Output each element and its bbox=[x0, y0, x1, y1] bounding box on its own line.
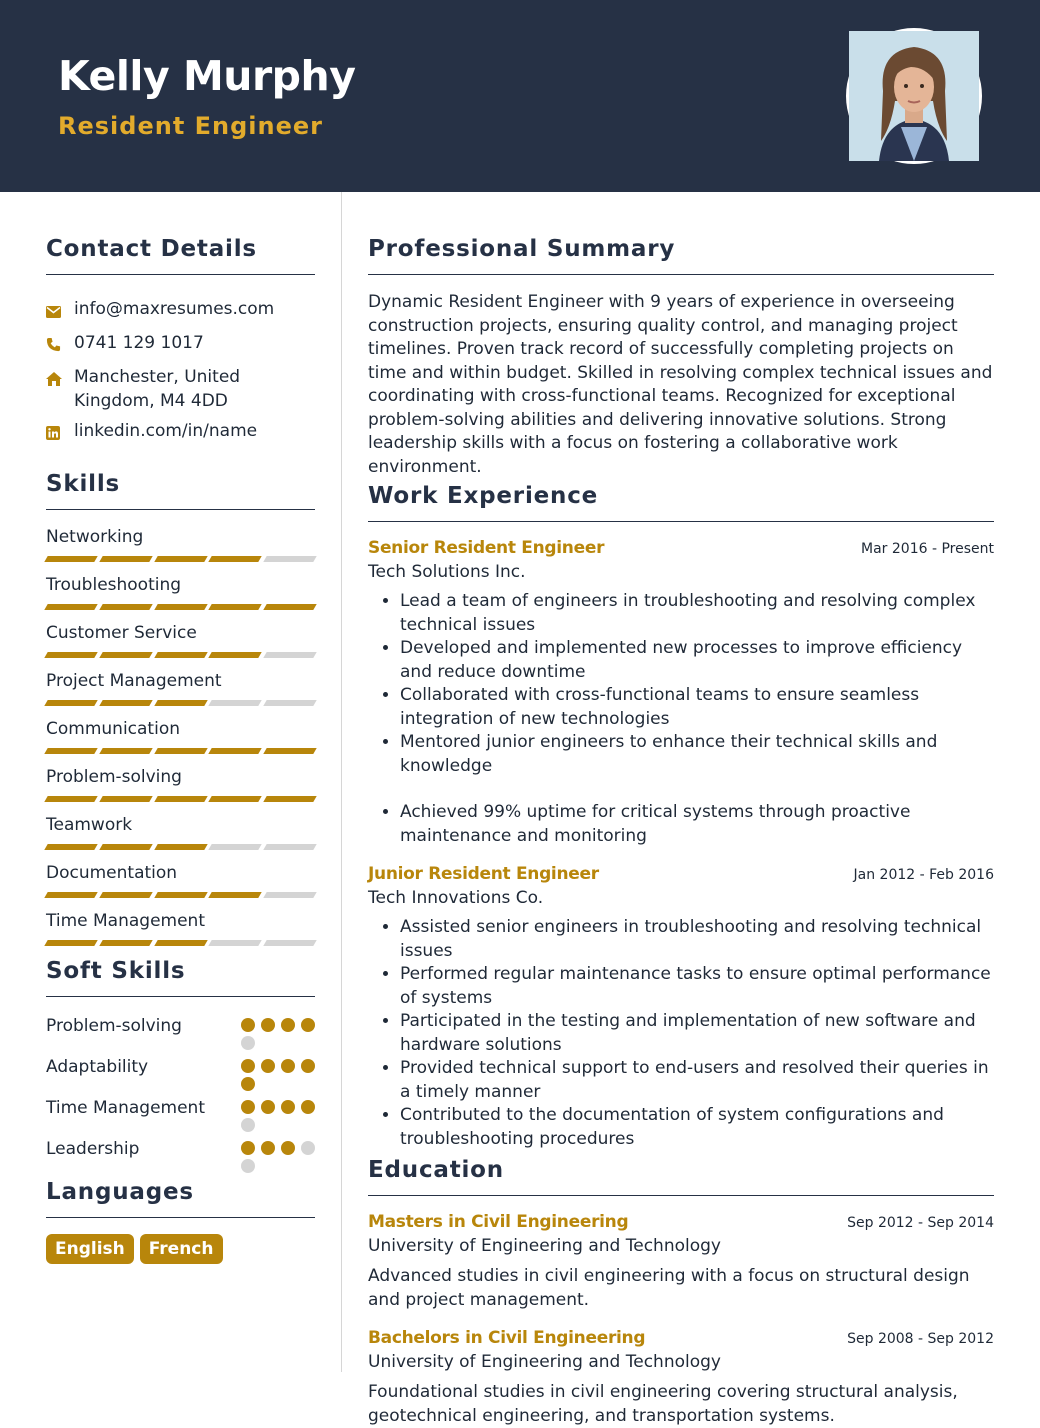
column-divider bbox=[341, 192, 342, 1372]
skill-name: Documentation bbox=[46, 863, 178, 883]
skill-level-segment bbox=[44, 700, 97, 706]
skill-level-segment bbox=[99, 940, 152, 946]
job-header bbox=[368, 538, 994, 558]
skill-level-segment bbox=[209, 892, 262, 898]
school-name: University of Engineering and Technology bbox=[368, 1236, 721, 1256]
experience-title: Work Experience bbox=[368, 483, 994, 522]
skill-name: Troubleshooting bbox=[46, 575, 182, 595]
job-bullet: • Collaborated with cross-functional teams to ensure seamless integration of new technologies bbox=[400, 684, 994, 731]
skill-level-segment bbox=[44, 748, 97, 754]
soft-skill-item bbox=[46, 1015, 315, 1050]
profile-photo bbox=[846, 28, 982, 164]
job-dates: Mar 2016 - Present bbox=[861, 541, 994, 557]
job-title: Senior Resident Engineer bbox=[368, 538, 605, 558]
job-bullet: • Lead a team of engineers in troubleshooting and resolving complex technical issues bbox=[400, 590, 994, 637]
soft-skill-name: Time Management bbox=[46, 1098, 205, 1118]
education-title: Education bbox=[368, 1157, 994, 1196]
skill-level-segment bbox=[99, 556, 152, 562]
skill-level-segment bbox=[209, 556, 262, 562]
rating-dot bbox=[241, 1159, 255, 1173]
rating-dot bbox=[261, 1141, 275, 1155]
phone-text: 0741 129 1017 bbox=[74, 333, 204, 353]
rating-dot bbox=[281, 1141, 295, 1155]
skill-level-segment bbox=[263, 892, 316, 898]
skill-level-segment bbox=[154, 892, 207, 898]
job-bullet: • Performed regular maintenance tasks to ensure optimal performance of systems bbox=[400, 963, 994, 1010]
job-bullets bbox=[368, 916, 994, 1151]
skill-level-segment bbox=[263, 652, 316, 658]
skill-level-segment bbox=[154, 844, 207, 850]
linkedin-icon bbox=[46, 419, 74, 447]
language-badge: English bbox=[46, 1234, 134, 1264]
skill-level-bars bbox=[46, 940, 315, 946]
skill-level-segment bbox=[263, 604, 316, 610]
school-name: University of Engineering and Technology bbox=[368, 1352, 721, 1372]
right-column bbox=[368, 236, 994, 1428]
skill-level-segment bbox=[44, 556, 97, 562]
skill-level-segment bbox=[99, 700, 152, 706]
languages-title: Languages bbox=[46, 1179, 315, 1218]
contact-title: Contact Details bbox=[46, 236, 315, 275]
rating-dot bbox=[241, 1141, 255, 1155]
skill-level-segment bbox=[154, 556, 207, 562]
job-company: Tech Solutions Inc. bbox=[368, 562, 526, 582]
rating-dot bbox=[281, 1059, 295, 1073]
skill-level-bars bbox=[46, 844, 315, 850]
skill-level-segment bbox=[44, 796, 97, 802]
languages-list bbox=[46, 1234, 315, 1264]
skill-item bbox=[46, 910, 315, 946]
soft-skill-name: Adaptability bbox=[46, 1057, 149, 1077]
skill-level-segment bbox=[99, 892, 152, 898]
skill-item bbox=[46, 862, 315, 898]
rating-dot bbox=[241, 1059, 255, 1073]
skill-level-segment bbox=[209, 796, 262, 802]
resume-header bbox=[0, 0, 1040, 192]
soft-skills-list bbox=[46, 1015, 315, 1173]
skill-level-segment bbox=[99, 844, 152, 850]
education-header bbox=[368, 1328, 994, 1348]
skill-level-segment bbox=[209, 604, 262, 610]
rating-dot bbox=[301, 1018, 315, 1032]
envelope-icon bbox=[46, 297, 74, 325]
rating-dot bbox=[301, 1100, 315, 1114]
soft-skill-rating bbox=[241, 1138, 315, 1173]
contact-linkedin[interactable] bbox=[46, 419, 315, 447]
skills-title: Skills bbox=[46, 471, 315, 510]
skill-level-segment bbox=[209, 844, 262, 850]
skill-level-bars bbox=[46, 796, 315, 802]
job-bullet: • Developed and implemented new processes to improve efficiency and reduce downtime bbox=[400, 637, 994, 684]
skill-level-bars bbox=[46, 604, 315, 610]
education-entry bbox=[368, 1328, 994, 1428]
education-description: Foundational studies in civil engineering covering structural analysis, geotechnical engineering, and transportation systems. bbox=[368, 1382, 958, 1426]
rating-dot bbox=[281, 1018, 295, 1032]
rating-dot bbox=[241, 1036, 255, 1050]
education-dates: Sep 2012 - Sep 2014 bbox=[847, 1215, 994, 1231]
skill-item bbox=[46, 574, 315, 610]
soft-skill-rating bbox=[241, 1097, 315, 1132]
skills-list bbox=[46, 526, 315, 946]
skill-level-segment bbox=[154, 748, 207, 754]
skill-level-segment bbox=[209, 940, 262, 946]
skill-name: Project Management bbox=[46, 671, 222, 691]
soft-skill-item bbox=[46, 1056, 315, 1091]
skill-item bbox=[46, 766, 315, 802]
rating-dot bbox=[241, 1077, 255, 1091]
rating-dot bbox=[241, 1100, 255, 1114]
skill-level-segment bbox=[99, 652, 152, 658]
skill-level-segment bbox=[263, 700, 316, 706]
skill-level-segment bbox=[154, 796, 207, 802]
skill-level-segment bbox=[263, 556, 316, 562]
rating-dot bbox=[301, 1141, 315, 1155]
skill-level-segment bbox=[44, 652, 97, 658]
summary-text: Dynamic Resident Engineer with 9 years of experience in overseeing construction projects, ensuring quality control, and managing project timelines. Proven track record of successfully completing projects on time and within budget. Skilled in resolving complex technical issues and coordinating with cross-functional teams. Recognized for exceptional problem-solving abilities and delivering innovative solutions. Strong leadership skills with a focus on fostering a collaborative work environment. bbox=[368, 292, 993, 477]
skill-level-segment bbox=[154, 940, 207, 946]
rating-dot bbox=[261, 1100, 275, 1114]
soft-skill-item bbox=[46, 1097, 315, 1132]
candidate-name: Kelly Murphy bbox=[58, 52, 356, 100]
job-bullets bbox=[368, 590, 994, 848]
soft-skill-rating bbox=[241, 1015, 315, 1050]
degree-title: Bachelors in Civil Engineering bbox=[368, 1328, 646, 1348]
address-text: Manchester, United Kingdom, M4 4DD bbox=[74, 367, 241, 411]
contact-address bbox=[46, 365, 315, 413]
rating-dot bbox=[241, 1018, 255, 1032]
contact-email[interactable] bbox=[46, 297, 315, 325]
soft-skill-name: Problem-solving bbox=[46, 1016, 182, 1036]
skill-item bbox=[46, 718, 315, 754]
education-entry bbox=[368, 1212, 994, 1312]
job-entry bbox=[368, 864, 994, 1151]
job-bullet: • Mentored junior engineers to enhance their technical skills and knowledge bbox=[400, 731, 994, 778]
skill-item bbox=[46, 526, 315, 562]
skill-level-bars bbox=[46, 892, 315, 898]
skill-level-segment bbox=[44, 844, 97, 850]
skill-level-segment bbox=[99, 604, 152, 610]
linkedin-text: linkedin.com/in/name bbox=[74, 421, 258, 441]
phone-icon bbox=[46, 331, 74, 359]
skill-name: Networking bbox=[46, 527, 144, 547]
education-dates: Sep 2008 - Sep 2012 bbox=[847, 1331, 994, 1347]
education-list bbox=[368, 1212, 994, 1428]
contact-phone[interactable] bbox=[46, 331, 315, 359]
soft-skills-title: Soft Skills bbox=[46, 958, 315, 997]
skill-name: Problem-solving bbox=[46, 767, 182, 787]
contact-list bbox=[46, 297, 315, 447]
skill-name: Time Management bbox=[46, 911, 205, 931]
education-description: Advanced studies in civil engineering with a focus on structural design and project management. bbox=[368, 1266, 970, 1310]
skill-level-segment bbox=[154, 604, 207, 610]
rating-dot bbox=[241, 1118, 255, 1132]
skill-item bbox=[46, 670, 315, 706]
skill-level-bars bbox=[46, 652, 315, 658]
skill-level-segment bbox=[263, 940, 316, 946]
candidate-role: Resident Engineer bbox=[58, 112, 324, 140]
left-column bbox=[46, 236, 315, 1264]
soft-skill-rating bbox=[241, 1056, 315, 1091]
soft-skill-item bbox=[46, 1138, 315, 1173]
skill-item bbox=[46, 814, 315, 850]
rating-dot bbox=[261, 1018, 275, 1032]
skill-name: Teamwork bbox=[46, 815, 133, 835]
degree-title: Masters in Civil Engineering bbox=[368, 1212, 629, 1232]
language-badge: French bbox=[140, 1234, 223, 1264]
job-dates: Jan 2012 - Feb 2016 bbox=[853, 867, 994, 883]
skill-level-bars bbox=[46, 700, 315, 706]
skill-level-segment bbox=[209, 652, 262, 658]
job-bullet: • Provided technical support to end-users and resolved their queries in a timely manner bbox=[400, 1057, 994, 1104]
skill-level-segment bbox=[154, 652, 207, 658]
jobs-list bbox=[368, 538, 994, 1151]
soft-skill-name: Leadership bbox=[46, 1139, 140, 1159]
job-title: Junior Resident Engineer bbox=[368, 864, 599, 884]
skill-level-segment bbox=[44, 940, 97, 946]
skill-level-segment bbox=[44, 604, 97, 610]
skill-name: Communication bbox=[46, 719, 180, 739]
skill-level-bars bbox=[46, 748, 315, 754]
job-header bbox=[368, 864, 994, 884]
skill-level-segment bbox=[263, 748, 316, 754]
job-bullet: • Participated in the testing and implementation of new software and hardware solutions bbox=[400, 1010, 994, 1057]
skill-level-segment bbox=[263, 796, 316, 802]
job-bullet: • Assisted senior engineers in troubleshooting and resolving technical issues bbox=[400, 916, 994, 963]
rating-dot bbox=[281, 1100, 295, 1114]
skill-level-segment bbox=[154, 700, 207, 706]
skill-level-segment bbox=[99, 796, 152, 802]
rating-dot bbox=[301, 1059, 315, 1073]
home-icon bbox=[46, 365, 74, 393]
rating-dot bbox=[261, 1059, 275, 1073]
job-entry bbox=[368, 538, 994, 848]
skill-level-segment bbox=[99, 748, 152, 754]
skill-item bbox=[46, 622, 315, 658]
education-header bbox=[368, 1212, 994, 1232]
skill-level-bars bbox=[46, 556, 315, 562]
job-company: Tech Innovations Co. bbox=[368, 888, 544, 908]
email-text: info@maxresumes.com bbox=[74, 299, 275, 319]
skill-name: Customer Service bbox=[46, 623, 197, 643]
skill-level-segment bbox=[263, 844, 316, 850]
skill-level-segment bbox=[209, 700, 262, 706]
skill-level-segment bbox=[44, 892, 97, 898]
job-bullet: • Achieved 99% uptime for critical systems through proactive maintenance and monitoring bbox=[400, 801, 994, 848]
skill-level-segment bbox=[209, 748, 262, 754]
summary-title: Professional Summary bbox=[368, 236, 994, 275]
job-bullet: • Contributed to the documentation of system configurations and troubleshooting procedures bbox=[400, 1104, 994, 1151]
